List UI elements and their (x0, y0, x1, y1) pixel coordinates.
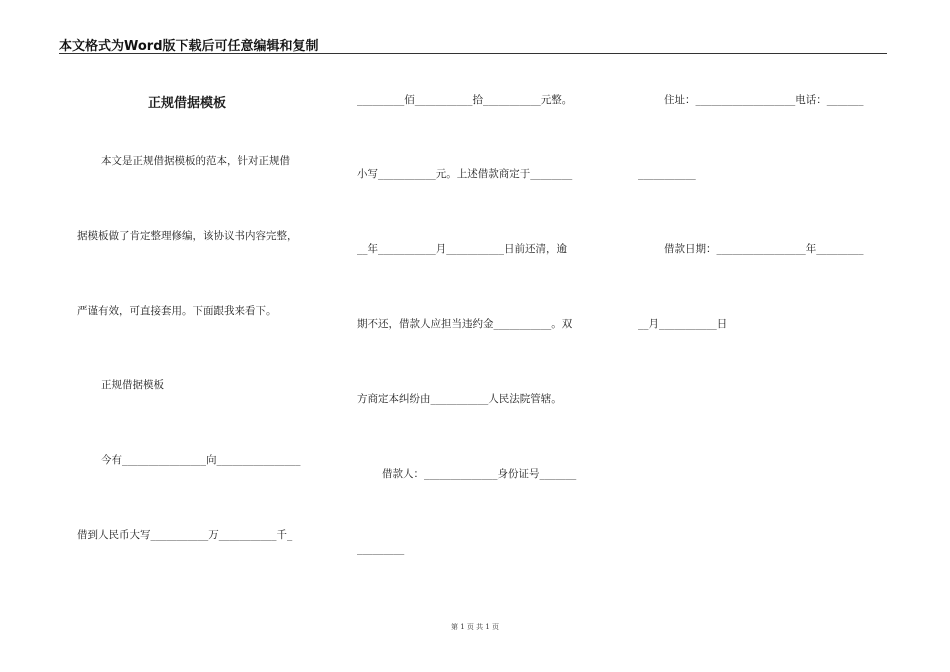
intro-line-1: 本文是正规借据模板的范本，针对正规借 (101, 155, 290, 167)
body-line-2: 借到人民币大写___________万___________千_ (77, 529, 293, 541)
intro-line-2: 据模板做了肯定整理修编，该协议书内容完整， (77, 230, 298, 242)
section-heading: 正规借据模板 (101, 379, 164, 391)
address-line-cont: ___________ (638, 168, 696, 180)
body-line-3: _________佰___________拾___________元整。 (357, 94, 573, 106)
body-line-4: 小写___________元。上述借款商定于________ (357, 168, 573, 180)
loan-date-line: 借款日期：_________________年_________ (664, 243, 864, 255)
body-line-5: __年___________月___________日前还清，逾 (357, 243, 567, 255)
document-title: 正规借据模板 (148, 96, 227, 111)
page-footer: 第 1 页 共 1 页 (450, 623, 500, 631)
body-line-1: 今有________________向________________ (101, 454, 301, 466)
body-line-6: 期不还，借款人应担当违约金___________。双 (357, 318, 573, 330)
borrower-line: 借款人：______________身份证号_______ (382, 468, 577, 480)
address-line: 住址：___________________电话：_______ (664, 94, 864, 106)
header-text: 本文格式为Word版下载后可任意编辑和复制 (59, 39, 319, 54)
body-line-7: 方商定本纠纷由___________人民法院管辖。 (357, 393, 562, 405)
borrower-line-cont: _________ (357, 543, 405, 555)
loan-date-line-cont: __月___________日 (638, 318, 728, 330)
intro-line-3: 严谨有效，可直接套用。下面跟我来看下。 (77, 305, 277, 317)
page-header (59, 33, 887, 54)
